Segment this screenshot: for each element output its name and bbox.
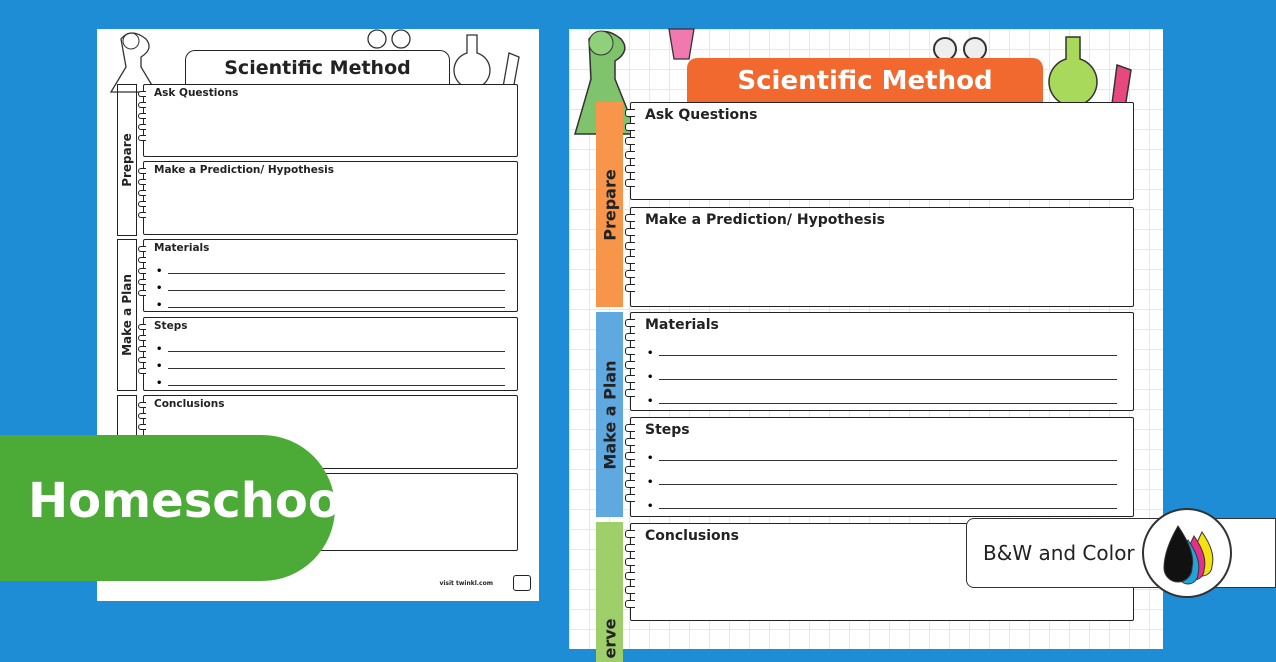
homeschool-label: Homeschool [28, 473, 358, 529]
color-materials-box: Materials • • • [630, 312, 1134, 411]
homeschool-badge [0, 435, 358, 581]
conclusions-box: Conclusions [143, 395, 518, 469]
color-steps-box: Steps • • • [630, 417, 1134, 517]
twinkl-logo-icon [513, 575, 531, 591]
footer-url: visit twinkl.com [439, 580, 493, 587]
color-section-make-a-plan: Make a Plan [596, 312, 623, 517]
ink-drops-icon [1142, 508, 1232, 598]
ask-questions-box: Ask Questions [143, 84, 518, 157]
color-section-prepare: Prepare [596, 102, 623, 307]
prediction-box: Make a Prediction/ Hypothesis [143, 161, 518, 235]
steps-box: Steps • • • [143, 317, 518, 391]
section-make-a-plan: Make a Plan [117, 239, 137, 391]
materials-box: Materials • • • [143, 239, 518, 312]
worksheet-title: Scientific Method [185, 50, 450, 84]
color-worksheet-title: Scientific Method [687, 58, 1043, 102]
color-conclusions-box: Conclusions [630, 523, 1134, 621]
color-prediction-box: Make a Prediction/ Hypothesis [630, 207, 1134, 307]
variant-label: B&W and Color [983, 541, 1135, 565]
color-section-observe: erve [596, 522, 623, 662]
round-flask-icon [1044, 35, 1104, 110]
section-prepare: Prepare [117, 84, 137, 236]
color-ask-questions-box: Ask Questions [630, 102, 1134, 200]
